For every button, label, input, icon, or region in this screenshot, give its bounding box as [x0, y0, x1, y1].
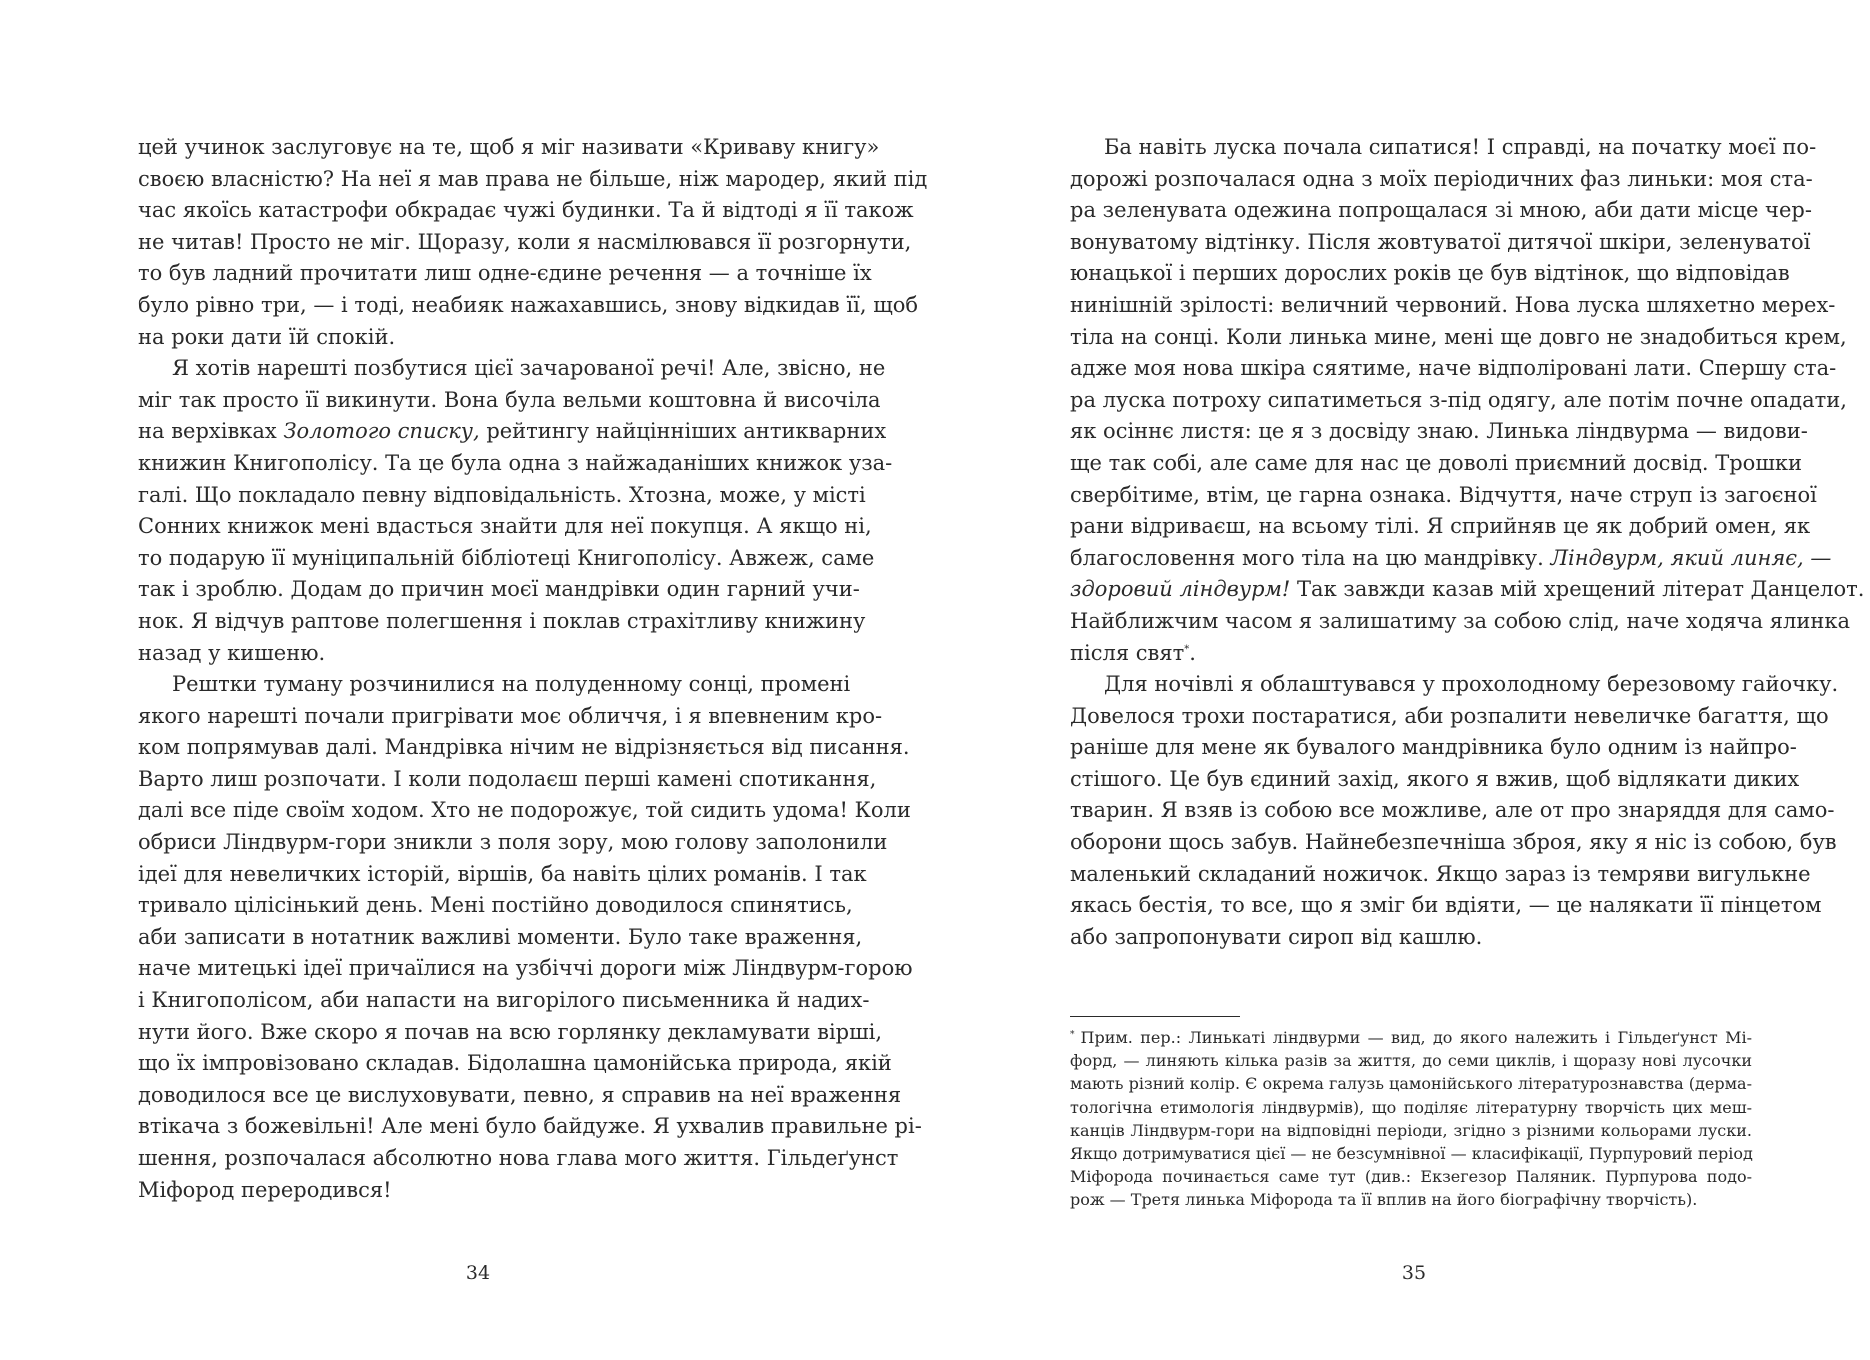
text-line: тварин. Я взяв із собою все можливе, але от про знаряддя для само- — [1070, 798, 1835, 823]
text-line: на верхівках Золотого списку, рейтингу найцінніших антикварних — [138, 419, 887, 444]
text-line: маленький складаний ножичок. Якщо зараз із темряви вигулькне — [1070, 861, 1811, 886]
text-line: своєю власністю? На неї я мав права не більше, ніж мародер, який під — [138, 166, 928, 191]
text-line: на роки дати їй спокій. — [138, 324, 396, 349]
text-line: міг так просто її викинути. Вона була вельми коштовна й височіла — [138, 387, 881, 412]
text-line: що їх імпровізовано складав. Бідолашна цамонійська природа, якій — [138, 1051, 892, 1076]
text-line: рани відриваєш, на всьому тілі. Я сприйняв це як добрий омен, як — [1070, 514, 1811, 539]
text-line: юнацької і перших дорослих років це був відтінок, що відповідав — [1070, 261, 1790, 286]
text-line: нок. Я відчув раптове полегшення і поклав страхітливу книжину — [138, 608, 866, 633]
text-line: втікача з божевільні! Але мені було байдуже. Я ухвалив правильне рі- — [138, 1114, 922, 1139]
footnote-divider — [1070, 1016, 1240, 1017]
text-line: тривало цілісінький день. Мені постійно доводилося спинятись, — [138, 893, 853, 918]
text-line: ра луска потроху сипатиметься з-під одягу, але потім почне опадати, — [1070, 387, 1847, 412]
text-line: так і зроблю. Додам до причин моєї мандрівки один гарний учи- — [138, 577, 860, 602]
footnote-symbol: * — [1070, 1029, 1075, 1040]
text-line: Варто лиш розпочати. І коли подолаєш перші камені спотикання, — [138, 766, 877, 791]
text-line: нути його. Вже скоро я почав на всю горлянку декламувати вірші, — [138, 1019, 883, 1044]
text-line: доводилося все це вислуховувати, певно, я справив на неї враження — [138, 1082, 902, 1107]
text-line: наче митецькі ідеї причаїлися на узбіччі дороги між Ліндвурм-горою — [138, 956, 913, 981]
text-line: ідеї для невеличких історій, віршів, ба навіть цілих романів. І так — [138, 861, 867, 886]
text-line: якась бестія, то все, що я зміг би вдіяти, — це налякати її пінцетом — [1070, 893, 1822, 918]
text-line: було рівно три, — і тоді, неабияк нажахавшись, знову відкидав її, щоб — [138, 292, 919, 317]
text-line: Найближчим часом я залишатиму за собою слід, наче ходяча ялинка — [1070, 608, 1850, 633]
paragraph — [138, 132, 928, 353]
text-line: обриси Ліндвурм-гори зникли з поля зору, мою голову заполонили — [138, 830, 888, 855]
text-line: Ба навіть луска почала сипатися! І справді, на початку моєї по- — [1104, 135, 1817, 159]
text-line: Довелося трохи постаратися, аби розпалити невеличке багаття, що — [1070, 703, 1829, 728]
footnote-line: канців Ліндвурм-гори на відповідні періоди, згідно з різними кольорами луски. — [1070, 1120, 1752, 1140]
text-line: тіла на сонці. Коли линька мине, мені ще довго не знадобиться крем, — [1070, 324, 1847, 349]
page-number-right: 35 — [1401, 1262, 1427, 1284]
text-line: час якоїсь катастрофи обкрадає чужі будинки. Та й відтоді я її також — [138, 198, 914, 223]
footnote-line: мають різний колір. Є окрема галузь цамонійського літературознавства (дерма- — [1070, 1074, 1752, 1094]
right-page — [1070, 132, 1865, 953]
text-line: оборони щось забув. Найнебезпечніша зброя, яку я ніс із собою, був — [1070, 830, 1837, 855]
text-line: цей учинок заслуговує на те, щоб я міг називати «Криваву книгу» — [138, 135, 880, 159]
text-line: і Книгополісом, аби напасти на вигорілого письменника й надих- — [138, 988, 870, 1013]
text-line: нинішній зрілості: величний червоний. Нова луска шляхетно мерех- — [1070, 292, 1836, 317]
text-line: галі. Що покладало певну відповідальність. Хтозна, може, у місті — [138, 482, 866, 507]
paragraph — [138, 353, 893, 669]
text-line: раніше для мене як бувалого мандрівника було одним із найпро- — [1070, 735, 1797, 760]
paragraph — [138, 669, 922, 1206]
left-page — [138, 132, 928, 1206]
text-line: ком попрямував далі. Мандрівка нічим не відрізняється від писання. — [138, 735, 910, 760]
footnote-line: * Прим. пер.: Линькаті ліндвурми — вид, до якого належить і Гільдеґунст Мі- — [1070, 1028, 1752, 1047]
text-line: свербітиме, втім, це гарна ознака. Відчуття, наче струп із загоєної — [1070, 482, 1817, 507]
footnote-line: Якщо дотримуватися цієї — не безсумнівної — класифікації, Пурпуровий період — [1070, 1144, 1753, 1164]
text-line: ще так собі, але саме для нас це доволі приємний досвід. Трошки — [1070, 450, 1802, 475]
text-line: Для ночівлі я облаштувався у прохолодному березовому гайочку. — [1104, 672, 1839, 697]
text-line: вонуватому відтінку. Після жовтуватої дитячої шкіри, зеленуватої — [1070, 229, 1811, 254]
text-line: як осіннє листя: це я з досвіду знаю. Линька ліндвурма — видови- — [1070, 419, 1808, 444]
text-line: благословення мого тіла на цю мандрівку. Ліндвурм, який линяє, — — [1070, 545, 1832, 570]
text-line: назад у кишеню. — [138, 640, 326, 665]
page-number-left: 34 — [465, 1262, 491, 1284]
text-line: або запропонувати сироп від кашлю. — [1070, 924, 1483, 949]
text-line: після свят*. — [1070, 640, 1196, 665]
text-line: Сонних книжок мені вдасться знайти для неї покупця. А якщо ні, — [138, 514, 872, 539]
text-line: не читав! Просто не міг. Щоразу, коли я насмілювався її розгорнути, — [138, 229, 912, 254]
text-line: Рештки туману розчинилися на полуденному сонці, промені — [172, 672, 851, 697]
text-line: здоровий ліндвурм! Так завжди казав мій хрещений літерат Данцелот. — [1070, 577, 1865, 602]
paragraph — [1070, 132, 1865, 669]
text-line: якого нарешті почали пригрівати моє обличчя, і я впевненим кро- — [138, 703, 883, 728]
text-line: далі все піде своїм ходом. Хто не подорожує, той сидить удома! Коли — [138, 798, 911, 823]
footnote — [1070, 1026, 1752, 1212]
footnote-line: Міфорода починається саме тут (див.: Екзегезор Паляник. Пурпурова подо- — [1070, 1167, 1752, 1187]
text-line: книжин Книгополісу. Та це була одна з найжаданіших книжок уза- — [138, 450, 893, 475]
text-line: аби записати в нотатник важливі моменти. Було таке враження, — [138, 924, 863, 949]
footnote-marker[interactable]: * — [1184, 643, 1190, 655]
text-line: шення, розпочалася абсолютно нова глава мого життя. Гільдеґунст — [138, 1146, 899, 1170]
text-line: дорожі розпочалася одна з моїх періодичних фаз линьки: моя ста- — [1070, 166, 1813, 191]
footnote-line: тологічна етимологія ліндвурмів), що поділяє літературну творчість цих меш- — [1070, 1097, 1752, 1117]
text-line: ра зеленувата одежина попрощалася зі мною, аби дати місце чер- — [1070, 198, 1812, 223]
text-line: Міфород переродився! — [138, 1177, 392, 1202]
text-line: то був ладний прочитати лиш одне-єдине речення — а точніше їх — [138, 261, 872, 286]
text-line: адже моя нова шкіра сяятиме, наче відполіровані лати. Спершу ста- — [1070, 356, 1837, 381]
paragraph — [1070, 669, 1839, 953]
text-line: Я хотів нарешті позбутися цієї зачарованої речі! Але, звісно, не — [172, 356, 886, 381]
footnote-line: форд, — линяють кілька разів за життя, до семи циклів, і щоразу нові лусочки — [1070, 1051, 1752, 1071]
footnote-line: рож — Третя линька Міфорода та її вплив на його біографічну творчість). — [1070, 1190, 1698, 1210]
text-line: то подарую її муніципальній бібліотеці Книгополісу. Авжеж, саме — [138, 545, 875, 570]
text-line: стішого. Це був єдиний захід, якого я вжив, щоб відлякати диких — [1070, 766, 1800, 791]
